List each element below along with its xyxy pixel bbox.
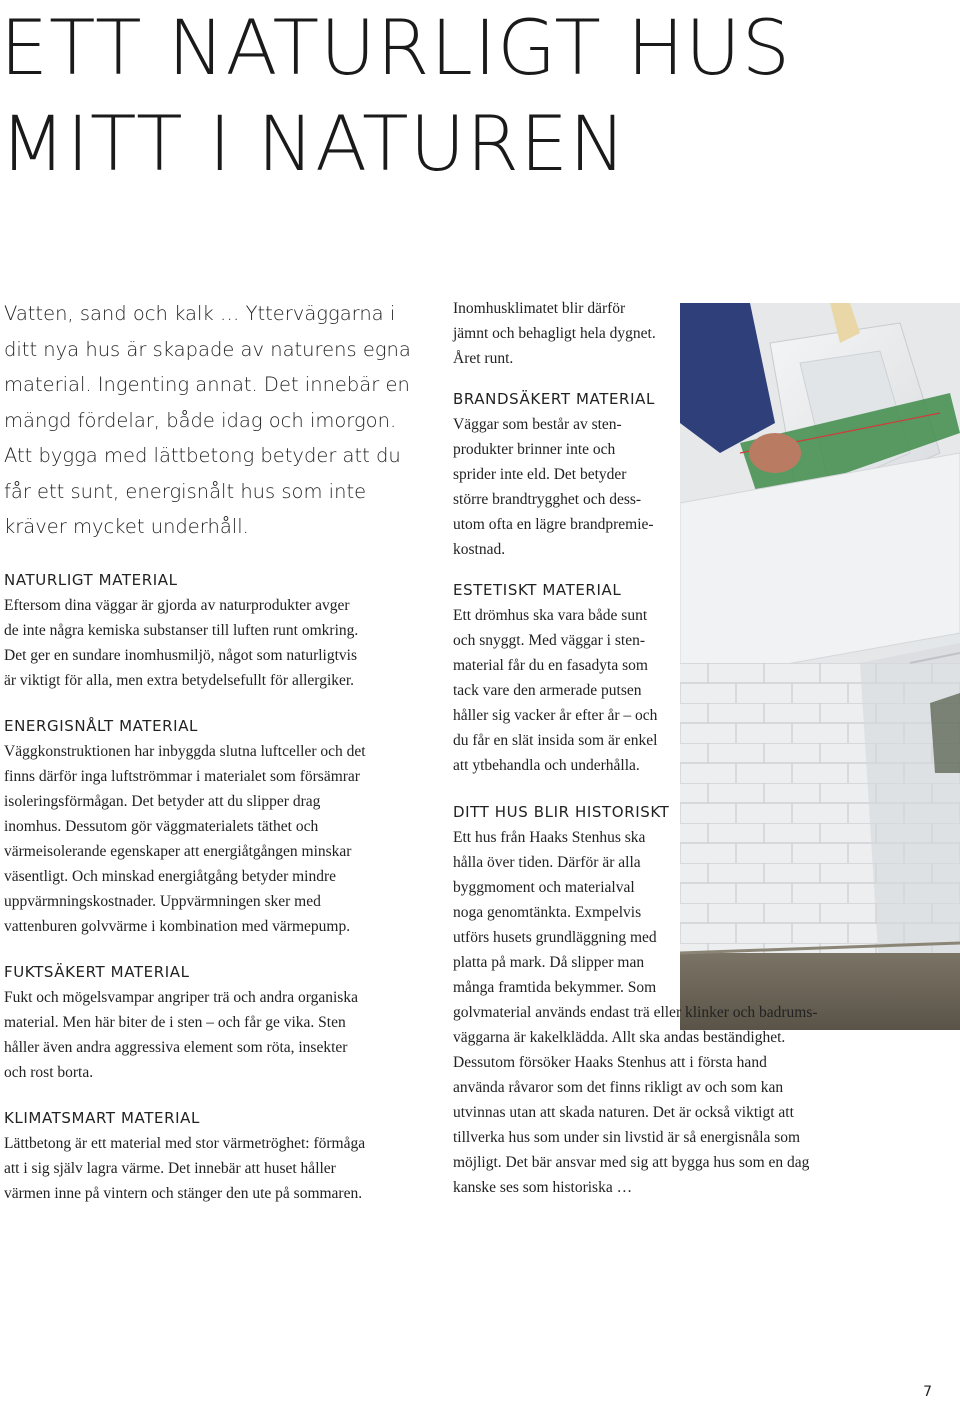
lead-line: kräver mycket underhåll. bbox=[4, 515, 249, 538]
body-line: och snyggt. Med väggar i sten- bbox=[453, 632, 645, 649]
section-naturligt-material bbox=[4, 568, 434, 693]
body-line: vattenburen golvvärme i kombination med värmepump. bbox=[4, 918, 351, 935]
body-line: material får du en fasadyta som bbox=[453, 657, 648, 674]
body-line: platta på mark. Då slipper man bbox=[453, 954, 645, 971]
body-line: är viktigt för alla, men extra betydelsefullt för allergiker. bbox=[4, 672, 355, 689]
body-line: håller även andra aggressiva element som röta, insekter bbox=[4, 1039, 348, 1056]
section-heading: DITT HUS BLIR HISTORISKT bbox=[453, 803, 670, 821]
title-line-1: ETT NATURLIGT HUS bbox=[0, 3, 792, 92]
lead-line: material. Ingenting annat. Det innebär en bbox=[4, 373, 410, 396]
right-column bbox=[453, 296, 873, 1200]
page-title bbox=[0, 0, 791, 192]
body-line: golvmaterial används endast trä eller klinker och badrums- bbox=[453, 1004, 818, 1021]
section-energisnalt-material bbox=[4, 714, 434, 939]
body-line: tack vare den armerade putsen bbox=[453, 682, 642, 699]
section-heading: NATURLIGT MATERIAL bbox=[4, 571, 178, 589]
body-line: Ett hus från Haaks Stenhus ska bbox=[453, 829, 646, 846]
body-line: många framtida bekymmer. Som bbox=[453, 979, 657, 996]
lead-line: Vatten, sand och kalk … Ytterväggarna i bbox=[4, 302, 396, 325]
body-line: Väggkonstruktionen har inbyggda slutna luftceller och det bbox=[4, 743, 366, 760]
page-number: 7 bbox=[923, 1384, 932, 1400]
body-line: utförs husets grundläggning med bbox=[453, 929, 657, 946]
section-heading: FUKTSÄKERT MATERIAL bbox=[4, 963, 190, 981]
body-line: hålla över tiden. Därför är alla bbox=[453, 854, 641, 871]
body-line: Året runt. bbox=[453, 350, 514, 367]
body-line: använda råvaror som det finns rikligt av och som kan bbox=[453, 1079, 784, 1096]
body-line: möjligt. Det bär ansvar med sig att bygga hus som en dag bbox=[453, 1154, 810, 1171]
body-line: att i sig själv lagra värme. Det innebär att huset håller bbox=[4, 1160, 336, 1177]
body-line: och rost borta. bbox=[4, 1064, 94, 1081]
body-line: Inomhusklimatet blir därför bbox=[453, 300, 626, 317]
section-brandsakert-material bbox=[453, 387, 873, 562]
section-heading: KLIMATSMART MATERIAL bbox=[4, 1109, 200, 1127]
body-line: Väggar som består av sten- bbox=[453, 416, 622, 433]
body-line: Det ger en sundare inomhusmiljö, något som naturligtvis bbox=[4, 647, 358, 664]
body-line: uppvärmningskostnader. Uppvärmningen sker med bbox=[4, 893, 321, 910]
body-line: kanske ses som historiska … bbox=[453, 1179, 633, 1196]
section-fuktsakert-material bbox=[4, 960, 434, 1085]
section-heading: ESTETISKT MATERIAL bbox=[453, 581, 622, 599]
body-line: kostnad. bbox=[453, 541, 506, 558]
body-line: material. Men här biter de i sten – och får ge vika. Sten bbox=[4, 1014, 346, 1031]
section-heading: BRANDSÄKERT MATERIAL bbox=[453, 390, 655, 408]
body-line: väsentligt. Och minskad energiåtgång betyder mindre bbox=[4, 868, 337, 885]
body-line: byggmoment och materialval bbox=[453, 879, 635, 896]
body-line: utvinnas utan att skada naturen. Det är också viktigt att bbox=[453, 1104, 794, 1121]
body-line: tillverka hus som under sin livstid är så energisnåla som bbox=[453, 1129, 801, 1146]
body-line: du får en slät insida som är enkel bbox=[453, 732, 658, 749]
body-line: väggarna är kakelklädda. Allt ska andas beständighet. bbox=[453, 1029, 786, 1046]
body-line: finns därför inga luftströmmar i materialet som försämrar bbox=[4, 768, 360, 785]
body-line: värmen inne på vintern och stänger den ute på sommaren. bbox=[4, 1185, 363, 1202]
body-line: noga genomtänkta. Exmpelvis bbox=[453, 904, 642, 921]
body-line: Lättbetong är ett material med stor värmetröghet: förmåga bbox=[4, 1135, 366, 1152]
section-intro bbox=[453, 296, 873, 371]
body-line: isoleringsförmågan. Det betyder att du slipper drag bbox=[4, 793, 321, 810]
section-estetiskt-material bbox=[453, 578, 873, 778]
body-line: håller sig vacker år efter år – och bbox=[453, 707, 658, 724]
body-line: större brandtrygghet och dess- bbox=[453, 491, 642, 508]
lead-paragraph bbox=[4, 296, 424, 545]
title-line-2: MITT I NATUREN bbox=[0, 99, 627, 188]
body-line: jämnt och behagligt hela dygnet. bbox=[453, 325, 656, 342]
lead-line: Att bygga med lättbetong betyder att du bbox=[4, 444, 401, 467]
lead-line: mängd fördelar, både idag och imorgon. bbox=[4, 408, 397, 432]
section-heading: ENERGISNÅLT MATERIAL bbox=[4, 717, 199, 735]
body-line: sprider inte eld. Det betyder bbox=[453, 466, 627, 483]
body-line: Ett drömhus ska vara både sunt bbox=[453, 607, 648, 624]
body-line: utom ofta en lägre brandpremie- bbox=[453, 516, 654, 533]
body-line: Fukt och mögelsvampar angriper trä och andra organiska bbox=[4, 989, 358, 1006]
body-line: Eftersom dina väggar är gjorda av naturprodukter avger bbox=[4, 597, 350, 614]
section-ditt-hus-blir-historiskt bbox=[453, 800, 873, 1200]
lead-line: ditt nya hus är skapade av naturens egna bbox=[4, 337, 411, 361]
body-line: värmeisolerande egenskaper att energiåtgången minskar bbox=[4, 843, 352, 860]
left-column bbox=[4, 568, 434, 1206]
body-line: produkter brinner inte och bbox=[453, 441, 616, 458]
body-line: de inte några kemiska substanser till luften runt omkring. bbox=[4, 622, 359, 639]
body-line: inomhus. Dessutom gör väggmaterialets täthet och bbox=[4, 818, 319, 835]
lead-line: får ett sunt, energisnålt hus som inte bbox=[4, 479, 367, 503]
section-klimatsmart-material bbox=[4, 1106, 434, 1206]
body-line: att ytbehandla och underhålla. bbox=[453, 757, 640, 774]
body-line: Dessutom försöker Haaks Stenhus att i första hand bbox=[453, 1054, 767, 1071]
